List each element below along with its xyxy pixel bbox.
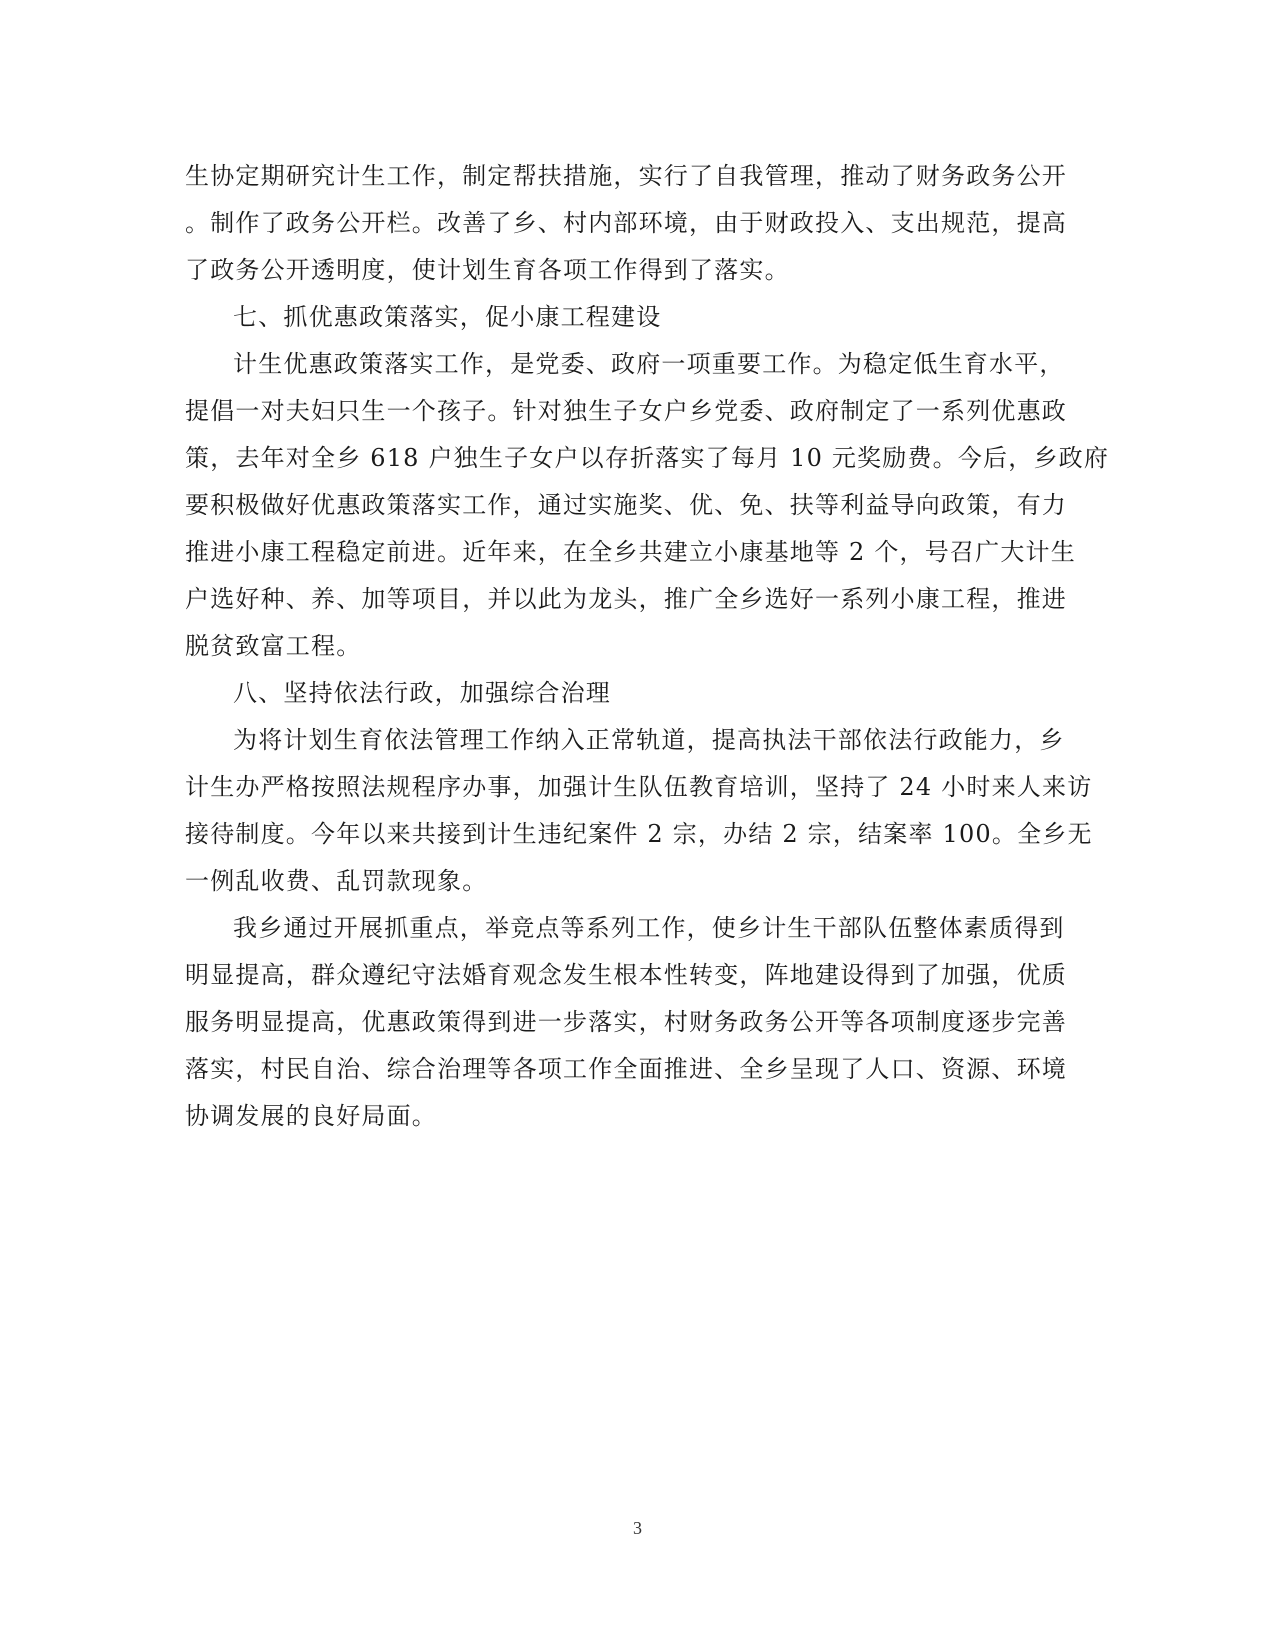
- text-line: 为将计划生育依法管理工作纳入正常轨道，提高执法干部依法行政能力，乡: [233, 726, 1065, 754]
- text-line: 协调发展的良好局面。: [185, 1102, 437, 1130]
- text-line: 推进小康工程稳定前进。近年来，在全乡共建立小康基地等 2 个，号召广大计生: [185, 538, 1076, 566]
- text-line: 提倡一对夫妇只生一个孩子。针对独生子女户乡党委、政府制定了一系列优惠政: [185, 397, 1067, 425]
- text-line: 脱贫致富工程。: [185, 632, 362, 660]
- text-line: 户选好种、养、加等项目，并以此为龙头，推广全乡选好一系列小康工程，推进: [185, 585, 1067, 613]
- text-line: 要积极做好优惠政策落实工作，通过实施奖、优、免、扶等利益导向政策，有力: [185, 491, 1067, 519]
- text-line: 一例乱收费、乱罚款现象。: [185, 867, 488, 895]
- document-body: [185, 153, 1110, 1140]
- page-number: 3: [633, 1518, 642, 1538]
- text-line: 计生办严格按照法规程序办事，加强计生队伍教育培训，坚持了 24 小时来人来访: [185, 773, 1093, 801]
- text-line: 。制作了政务公开栏。改善了乡、村内部环境，由于财政投入、支出规范，提高: [185, 209, 1067, 237]
- section-heading: 八、坚持依法行政，加强综合治理: [233, 679, 611, 707]
- text-line: 落实，村民自治、综合治理等各项工作全面推进、全乡呈现了人口、资源、环境: [185, 1055, 1067, 1083]
- text-line: 接待制度。今年以来共接到计生违纪案件 2 宗，办结 2 宗，结案率 100。全乡无: [185, 820, 1093, 848]
- text-line: 了政务公开透明度，使计划生育各项工作得到了落实。: [185, 256, 790, 284]
- text-line: 生协定期研究计生工作，制定帮扶措施，实行了自我管理，推动了财务政务公开: [185, 162, 1067, 190]
- text-line: 计生优惠政策落实工作，是党委、政府一项重要工作。为稳定低生育水平，: [233, 350, 1065, 378]
- text-line: 我乡通过开展抓重点，举竞点等系列工作，使乡计生干部队伍整体素质得到: [233, 914, 1065, 942]
- text-line: 策，去年对全乡 618 户独生子女户以存折落实了每月 10 元奖励费。今后，乡政府: [185, 444, 1110, 472]
- text-line: 明显提高，群众遵纪守法婚育观念发生根本性转变，阵地建设得到了加强，优质: [185, 961, 1067, 989]
- text-line: 服务明显提高，优惠政策得到进一步落实，村财务政务公开等各项制度逐步完善: [185, 1008, 1067, 1036]
- section-heading: 七、抓优惠政策落实，促小康工程建设: [233, 303, 662, 331]
